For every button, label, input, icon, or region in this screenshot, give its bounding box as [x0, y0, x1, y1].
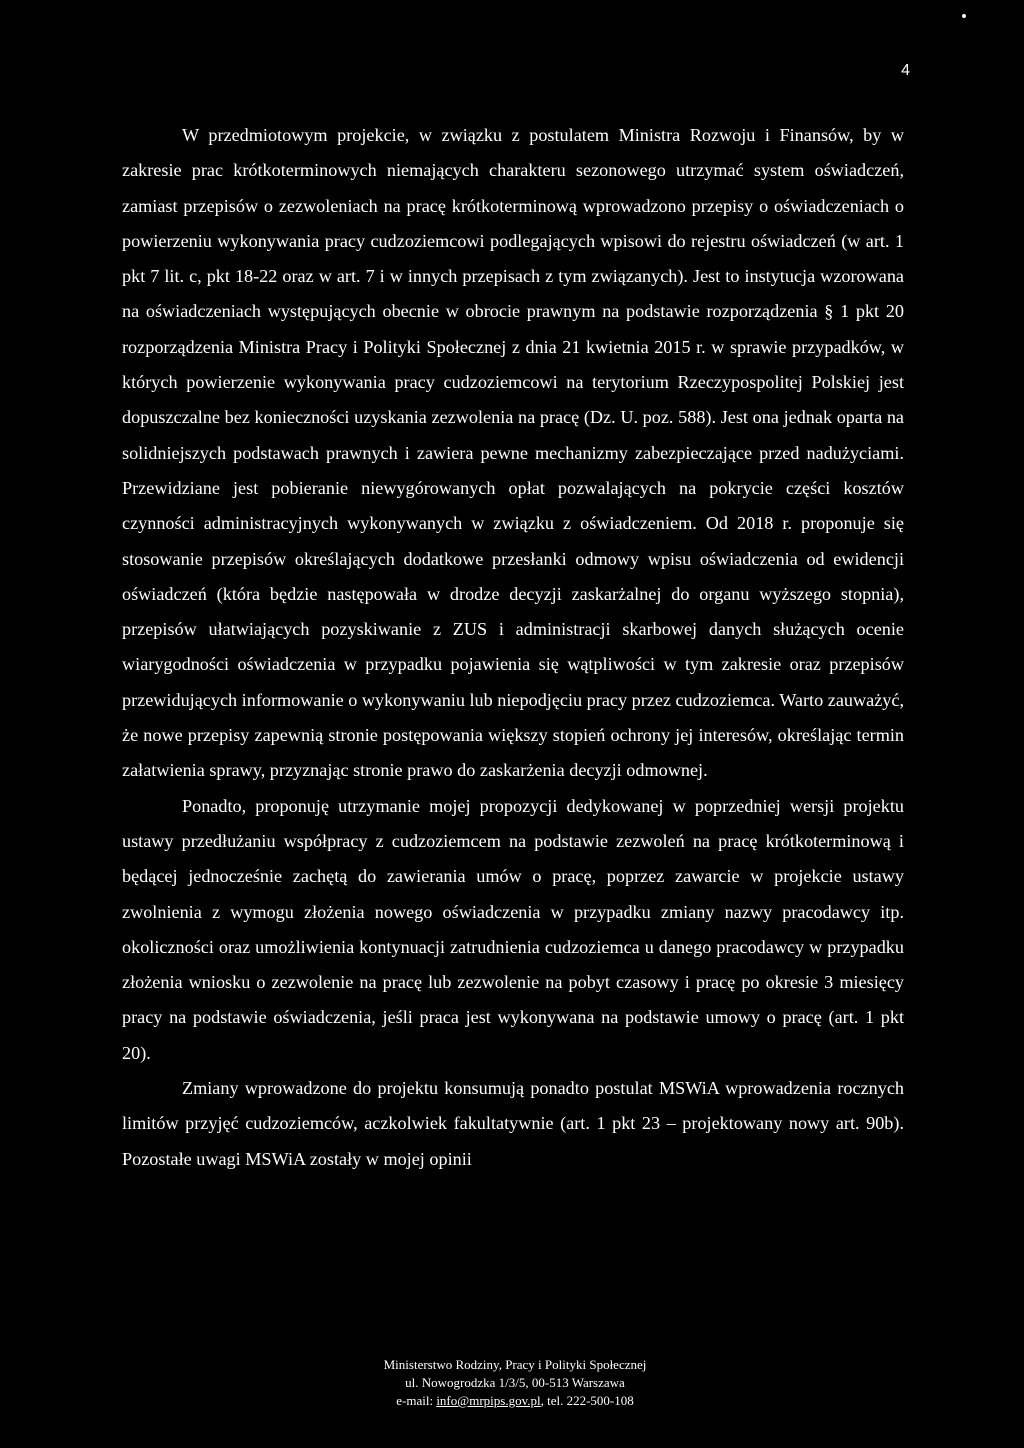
paragraph-2: Ponadto, proponuję utrzymanie mojej propozycji dedykowanej w poprzedniej wersji projektu ustawy przedłużaniu współpracy z cudzoziemcem na podstawie zezwoleń na pracę krótkoterminową i będącej jednocześnie zachętą do zawierania umów o pracę, poprzez zawarcie w projekcie ustawy zwolnienia z wymogu złożenia nowego oświadczenia w przypadku zmiany nazwy pracodawcy itp. okoliczności oraz umożliwienia kontynuacji zatrudnienia cudzoziemca u danego pracodawcy w przypadku złożenia wniosku o zezwolenie na pracę lub zezwolenie na pobyt czasowy i pracę po okresie 3 miesięcy pracy na podstawie oświadczenia, jeśli praca jest wykonywana na podstawie umowy o pracę (art. 1 pkt 20). — [122, 795, 904, 1063]
footer-email-label: e-mail: — [396, 1393, 437, 1408]
document-body — [122, 118, 904, 1177]
scan-dot — [962, 14, 966, 18]
footer-address: ul. Nowogrodzka 1/3/5, 00-513 Warszawa — [405, 1375, 625, 1390]
paragraph-1: W przedmiotowym projekcie, w związku z postulatem Ministra Rozwoju i Finansów, by w zakresie prac krótkoterminowych niemających charakteru sezonowego utrzymać system oświadczeń, zamiast przepisów o zezwoleniach na pracę krótkoterminową wprowadzono przepisy o oświadczeniach o powierzeniu wykonywania pracy cudzoziemcowi podlegających wpisowi do rejestru oświadczeń (w art. 1 pkt 7 lit. c, pkt 18-22 oraz w art. 7 i w innych przepisach z tym związanych). Jest to instytucja wzorowana na oświadczeniach występujących obecnie w obrocie prawnym na podstawie rozporządzenia § 1 pkt 20 rozporządzenia Ministra Pracy i Polityki Społecznej z dnia 21 kwietnia 2015 r. w sprawie przypadków, w których powierzenie wykonywania pracy cudzoziemcowi na terytorium Rzeczypospolitej Polskiej jest dopuszczalne bez konieczności uzyskania zezwolenia na pracę (Dz. U. poz. 588). Jest ona jednak oparta na solidniejszych podstawach prawnych i zawiera pewne mechanizmy zabezpieczające przed nadużyciami. Przewidziane jest pobieranie niewygórowanych opłat pozwalających na pokrycie części kosztów czynności administracyjnych wykonywanych w związku z oświadczeniem. Od 2018 r. proponuje się stosowanie przepisów określających dodatkowe przesłanki odmowy wpisu oświadczenia od ewidencji oświadczeń (która będzie następowała w drodze decyzji zaskarżalnej do organu wyższego stopnia), przepisów ułatwiających pozyskiwanie z ZUS i administracji skarbowej danych służących ocenie wiarygodności oświadczenia w przypadku pojawienia się wątpliwości w tym zakresie oraz przepisów przewidujących informowanie o wykonywaniu lub niepodjęciu pracy przez cudzoziemca. Warto zauważyć, że nowe przepisy zapewnią stronie postępowania większy stopień ochrony jej interesów, określając termin załatwienia sprawy, przyznając stronie prawo do zaskarżenia decyzji odmownej. — [122, 125, 904, 781]
footer-contact — [300, 1392, 730, 1410]
footer-phone: , tel. 222-500-108 — [540, 1393, 634, 1408]
paragraph-3: Zmiany wprowadzone do projektu konsumują ponadto postulat MSWiA wprowadzenia rocznych limitów przyjęć cudzoziemców, aczkolwiek fakultatywnie (art. 1 pkt 23 – projektowany nowy art. 90b). Pozostałe uwagi MSWiA zostały w mojej opinii — [122, 1078, 904, 1169]
footer-ministry: Ministerstwo Rodziny, Pracy i Polityki Społecznej — [383, 1357, 647, 1372]
footer-email-link[interactable]: info@mrpips.gov.pl — [436, 1393, 541, 1408]
page-number: 4 — [901, 62, 910, 79]
footer — [300, 1356, 730, 1410]
